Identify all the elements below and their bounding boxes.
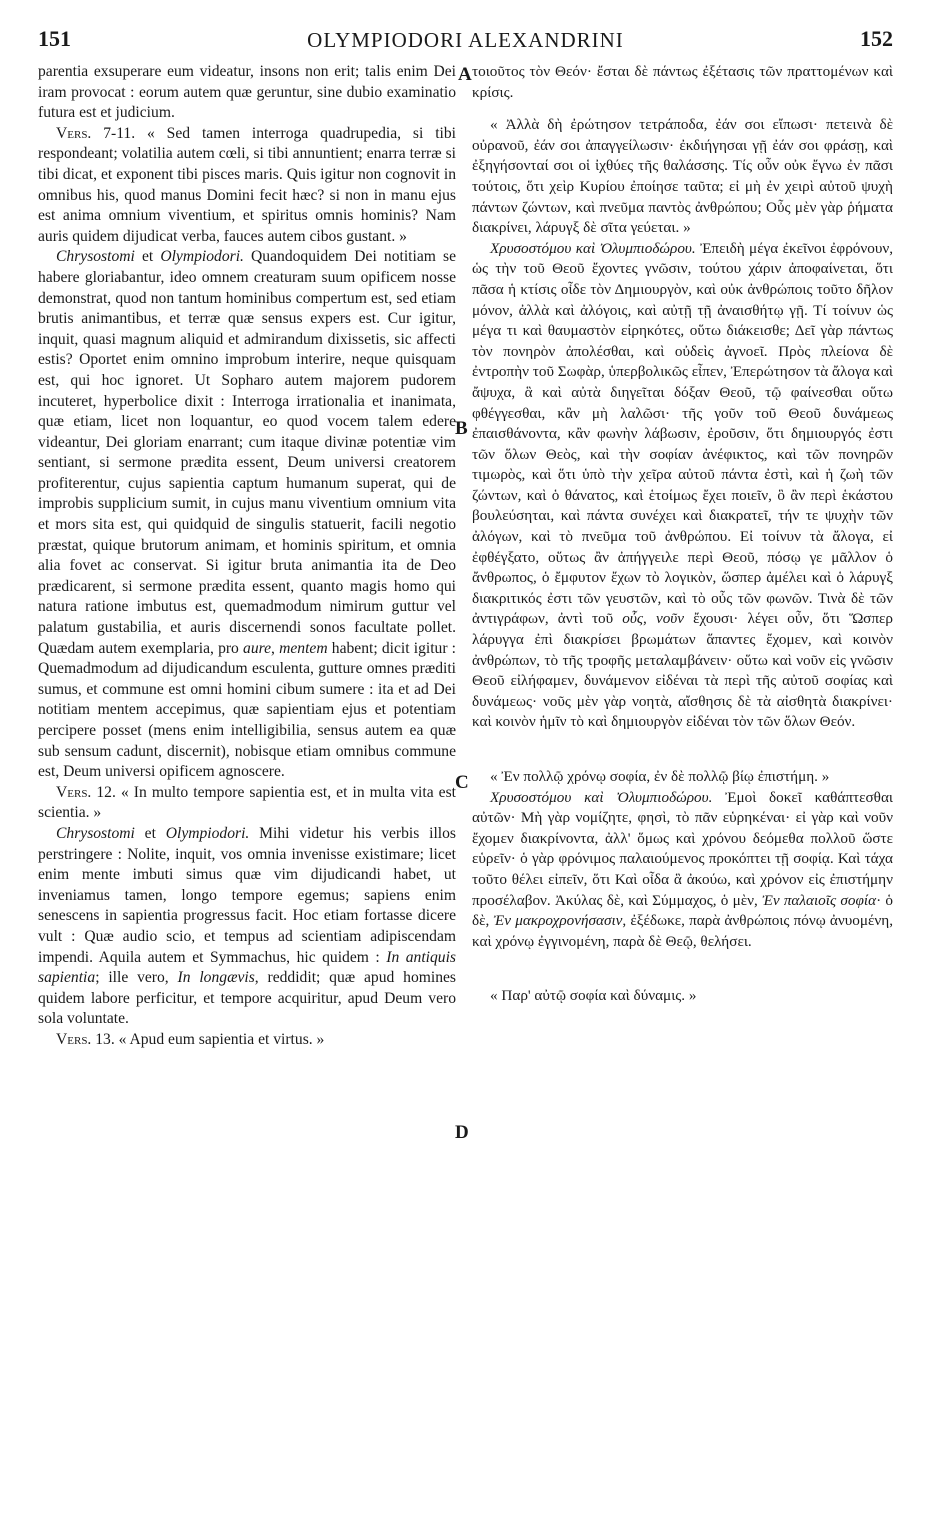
running-title: OLYMPIODORI ALEXANDRINI: [307, 28, 624, 52]
variant-word: νοῦν: [655, 610, 684, 628]
commentary-text: , reddidit; quæ apud homines quidem labore perficitur, et tempore acquiritur, apud Deum vero sola voluntate.: [38, 969, 456, 1028]
greek-verse-13: « Παρ' αὐτῷ σοφία καὶ δύναμις. »: [490, 987, 697, 1005]
latin-column: [38, 62, 456, 1051]
latin-commentary-1: [38, 247, 456, 782]
verse-label: Vers. 7-11.: [56, 124, 136, 142]
commentary-text: habent; dicit igitur : Quemadmodum ad dijudicandum esculenta, gutture omnes præditi sumus, et commune est omni homini cibum sumere : ita et ad Dei notitiam mentem accepimus, quæ sapientiam ejus et potentiam percipere posset (mens enim intelligibilia, sensus autem ea quæ sub sensum cadunt, discernit), nobisque etiam omnibus commune est, Deum universi opificem agnoscere.: [38, 639, 457, 781]
commentary-author: Chrysostomi: [56, 824, 135, 842]
variant-word: aure: [243, 639, 272, 657]
verse-text: « Sed tamen interroga quadrupedia, si tibi respondeant; volatilia autem cœli, si tibi annuntient; enarra terræ si tibi dicat, et exponent tibi pisces maris. Quis igitur non cognovit in omnibus his, quod manus Domini fecit hæc? si non in manu ejus est anima omnium viventium, et spiritus omnis hominis? Nam auris quidem dijudicat verba, fauces autem cibos gustant. »: [38, 124, 456, 245]
margin-letter-c: C: [455, 772, 469, 793]
commentary-author: Olympiodori.: [165, 824, 250, 842]
commentary-text: , ἐξέδωκε, παρὰ ἀνθρώποις πόνῳ ἀνυομένη, καὶ χρόνῳ ἐγγινομένη, παρὰ δὲ Θεῷ, θελήσει.: [472, 912, 893, 950]
comma: ,: [271, 639, 280, 657]
commentary-author: Χρυσοστόμου καὶ Ὀλυμπιοδώρου.: [490, 788, 713, 806]
commentary-conj: et: [134, 248, 161, 266]
running-header: [38, 26, 893, 56]
latin-commentary-2: [38, 824, 456, 1030]
variant-reading: In longævis: [177, 969, 255, 987]
commentary-text: Ἐμοὶ δοκεῖ καθάπτεσθαι αὐτῶν· Μὴ γὰρ νομίζητε, φησὶ, τὸ πᾶν εὑρηκέναι· εἰ γὰρ καὶ νοῦν ἔχομεν διακρίνοντα, ἀλλ' ὅμως καὶ χρόνου δεόμεθα πολλοῦ ὥστε εὑρεῖν· ὁ γὰρ φρόνιμος παλαιούμενος προκόπτει τῇ σοφίᾳ. Καὶ τάχα τοῦτο θέλει εἰπεῖν, ὅτι Καὶ οἶδα ἃ ἀκούω, καὶ χρόνον εἰς ἐπιστήμην προσέλαβον. Ἀκύλας δὲ, καὶ Σύμμαχος, ὁ μὲν,: [472, 788, 893, 909]
greek-verse-12: « Ἐν πολλῷ χρόνῳ σοφία, ἐν δὲ πολλῷ βίῳ ἐπιστήμη. »: [490, 768, 830, 785]
verse-text: « In multo tempore sapientia est, et in multa vita est scientia. »: [38, 783, 456, 822]
commentary-text: · ὁ δὲ,: [472, 891, 893, 930]
greek-commentary-2: [472, 788, 893, 953]
commentary-author: Chrysostomi: [56, 248, 135, 266]
variant-reading: Ἐν μακροχρονήσασιν: [493, 912, 623, 930]
latin-verse-7-11: [38, 124, 456, 248]
margin-letter-b: B: [455, 418, 468, 439]
variant-word: mentem: [279, 639, 328, 657]
commentary-text: Ἐπειδὴ μέγα ἐκεῖνοι ἐφρόνουν, ὡς τὴν τοῦ Θεοῦ ἔχοντες γνῶσιν, τούτου χάριν ἀποφαίνεται, ὅτι πᾶσα ἡ κτίσις οἶδε τὸν Δημιουργὸν, καὶ οὐκ ἀνθρώποις τοῦτο δῆλον μόνον, ἀλλὰ καὶ ἀλόγοις, καὶ αὐτῇ τῇ ἀναισθήτῳ γῇ. Τί τοίνυν ὡς μέγα τι καὶ θαυμαστὸν εἰρηκότες, οὕτω διάκεισθε; Δεῖ γὰρ πάντως τὸν πονηρὸν ἀπολέσθαι, καὶ οὐδεὶς ἀγνοεῖ. Πρὸς πλείονα δὲ ἐντροπὴν τοῦ Σωφὰρ, ὑπερβολικῶς εἶπεν, Ἐπερώτησον τὰ ἄλογα καὶ ἄψυχα, ἃ καὶ αὐτὰ διηγεῖται δόξαν Θεοῦ, τῷ φαίνεσθαι οὕτω φθέγγεσθαι, κἂν μὴ λαλῶσι· τῆς γοῦν τοῦ Θεοῦ δυνάμεως ἐπαισθάνοντα, κἂν φωνὴν λάβωσιν, ἐροῦσιν, ὅτι δημιουργός ἐστι τῶν ὅλων Θεὸς, καὶ τὴν σοφίαν ἀνέφικτος, καὶ τῶν πονηρῶν τιμωρὸς, καὶ ὅτι ὑπὸ τὴν χεῖρα αὐτοῦ πάντα ἐστὶ, καὶ ἡ ζωὴ τῶν ζώντων, καὶ ὁ θάνατος, καὶ ἑτοίμως ἔχει ποιεῖν, ὃ ἂν περὶ ἑκάστου βουλεύσηται, καὶ πάντα συνέχει καὶ διακρατεῖ, τήν τε ψυχὴν τῶν ἀλόγων, καὶ τὸ πνεῦμα τοῦ ἀνθρώπου. Εἰ τοίνυν τὰ ἄλογα, εἰ ἐφθέγξατο, οὕτως ἂν ἀπήγγειλε περὶ Θεοῦ, πόσῳ γε μᾶλλον ὁ ἄνθρωπος, ὁ ἔμφυτον ἔχων τὸ λογικὸν, ὥσπερ ἀμέλει καὶ ὁ λάρυγξ διακριτικός ἐστι τῶν γευστῶν, καὶ τὸ οὖς τῶν φωνῶν. Τινὰ δὲ τῶν ἀντιγράφων, ἀντὶ τοῦ: [472, 239, 894, 628]
greek-column: [472, 62, 893, 1007]
verse-label: Vers. 12.: [56, 783, 116, 801]
page-number-left: 151: [38, 26, 71, 51]
verse-label: Vers. 13.: [56, 1030, 115, 1048]
latin-verse-12: [38, 783, 456, 824]
variant-reading: In antiquis sapientia: [38, 948, 456, 987]
commentary-author: Olympiodori.: [160, 248, 244, 266]
margin-letter-a: A: [458, 64, 472, 85]
variant-word: οὖς: [622, 610, 644, 628]
commentary-text: Mihi videtur his verbis illos perstringere : Nolite, inquit, vos omnia invenisse existimare; licet enim mente imbuti simus quæ vim dijudicandi habet, ut inveniamus tamen, longo tempore egemus; sapiens enim senescens in sapientia progressus facit. Hoc etiam fortasse dicere vult : Quæ audio scio, et tempus ad scientiam adipiscendam impendi. Aquila autem et Symmachus, hic quidem :: [38, 824, 456, 966]
verse-text: « Apud eum sapientia et virtus. »: [114, 1030, 325, 1048]
commentary-author: Χρυσοστόμου καὶ Ὀλυμπιοδώρου.: [490, 239, 696, 257]
greek-verse-7-11: « Ἀλλὰ δὴ ἐρώτησον τετράποδα, ἐάν σοι εἴπωσι· πετεινὰ δὲ οὐρανοῦ, ἐάν σοι ἀπαγγείλωσιν· ἐκδιήγησαι γῇ ἐάν σοι φράσῃ, καὶ ἐξηγήσονταί σοι οἱ ἰχθύες τῆς θαλάσσης. Τίς οὖν οὐκ ἔγνω ἐν πᾶσι τούτοις, ὅτι χεὶρ Κυρίου ἐποίησε ταῦτα; εἰ μὴ ἐν χειρὶ αὐτοῦ ψυχὴ πάντων ζώντων, καὶ πνεῦμα παντὸς ἀνθρώπου; Οὖς μὲν γὰρ ῥήματα διακρίνει, λάρυγξ δὲ σῖτα γεύεται. »: [472, 116, 893, 237]
commentary-text: ; ille vero,: [95, 969, 178, 987]
greek-commentary-1: [472, 239, 893, 733]
latin-verse-13: [38, 1030, 456, 1051]
latin-paragraph: parentia exsuperare eum videatur, insons non erit; talis enim Dei iram provocat : eorum autem quæ geruntur, sine dubio examinatio futura est et judicium.: [38, 63, 456, 122]
comma: ,: [643, 610, 656, 628]
variant-reading: Ἐν παλαιοῖς σοφία: [762, 891, 877, 909]
commentary-text: ἔχουσι· λέγει οὖν, ὅτι Ὥσπερ λάρυγγα ἐπὶ διακρίσει βρωμάτων ἅπαντες ἔχομεν, καὶ κοινὸν ἀνθρώπων, τὸ τῆς τροφῆς μεταλαμβάνειν· οὕτω καὶ νοῦν εἰς γνῶσιν Θεοῦ εἰλήφαμεν, δυνάμενον εἰδέναι τὰ περὶ τῆς αὐτοῦ σοφίας καὶ δυνάμεως· νοῦς μὲν γὰρ νοητὰ, αἴσθησις δὲ τὰ αἰσθητὰ διακρίνει· καὶ κοινὸν ἡμῖν τὸ καὶ δημιουργὸν εἰδέναι τὸν τῶν ὅλων Θεόν.: [472, 610, 893, 731]
greek-paragraph: τοιοῦτος τὸν Θεόν· ἔσται δὲ πάντως ἐξέτασις τῶν πραττομένων καὶ κρίσις.: [472, 63, 893, 101]
page-number-right: 152: [860, 26, 893, 51]
commentary-text: Quandoquidem Dei notitiam se habere gloriabantur, ideo omnem creaturam suum opificem nosse demonstrat, quod non tantum hominibus compertum est, sed etiam brutis animantibus, et terræ quæ sensus expers est. Cur igitur, inquit, quasi magnum aliquid et admirandum dixissetis, sic affecti estis? Oportet enim omnino improbum interire, neque quisquam est, qui hoc ignoret. Ut Sopharo autem majorem pudorem incuteret, hyperbolice dixit : Interroga irrationalia et inanimata, quæ etiam, licet non loquantur, eo quod vocem talem edere videantur, Dei gloriam enarrant; cum itaque divinæ potentiæ vim sentiant, si sermone prædita essent, Deum universi creatorem profiterentur, cujus sapientia captum humanum superat, qui de improbis supplicium sumit, in cujus manu viventium omnium vita et mors sita est, qui quidquid de singulis statuerit, facili negotio præstat, quique brutorum animam, et hominis spiritum, et omnia alia fovet ac conservat. Si igitur bruta animantia ita de Deo prædicarent, si sermone prædita essent, quanto magis homo qui natura ratione imbutus est, quemadmodum nimirum guttur vel palatum gustabilia, et auris discernendi sonos facultate pollet. Quædam autem exemplaria, pro: [38, 248, 456, 657]
margin-letter-d: D: [455, 1122, 469, 1143]
commentary-conj: et: [134, 824, 166, 842]
